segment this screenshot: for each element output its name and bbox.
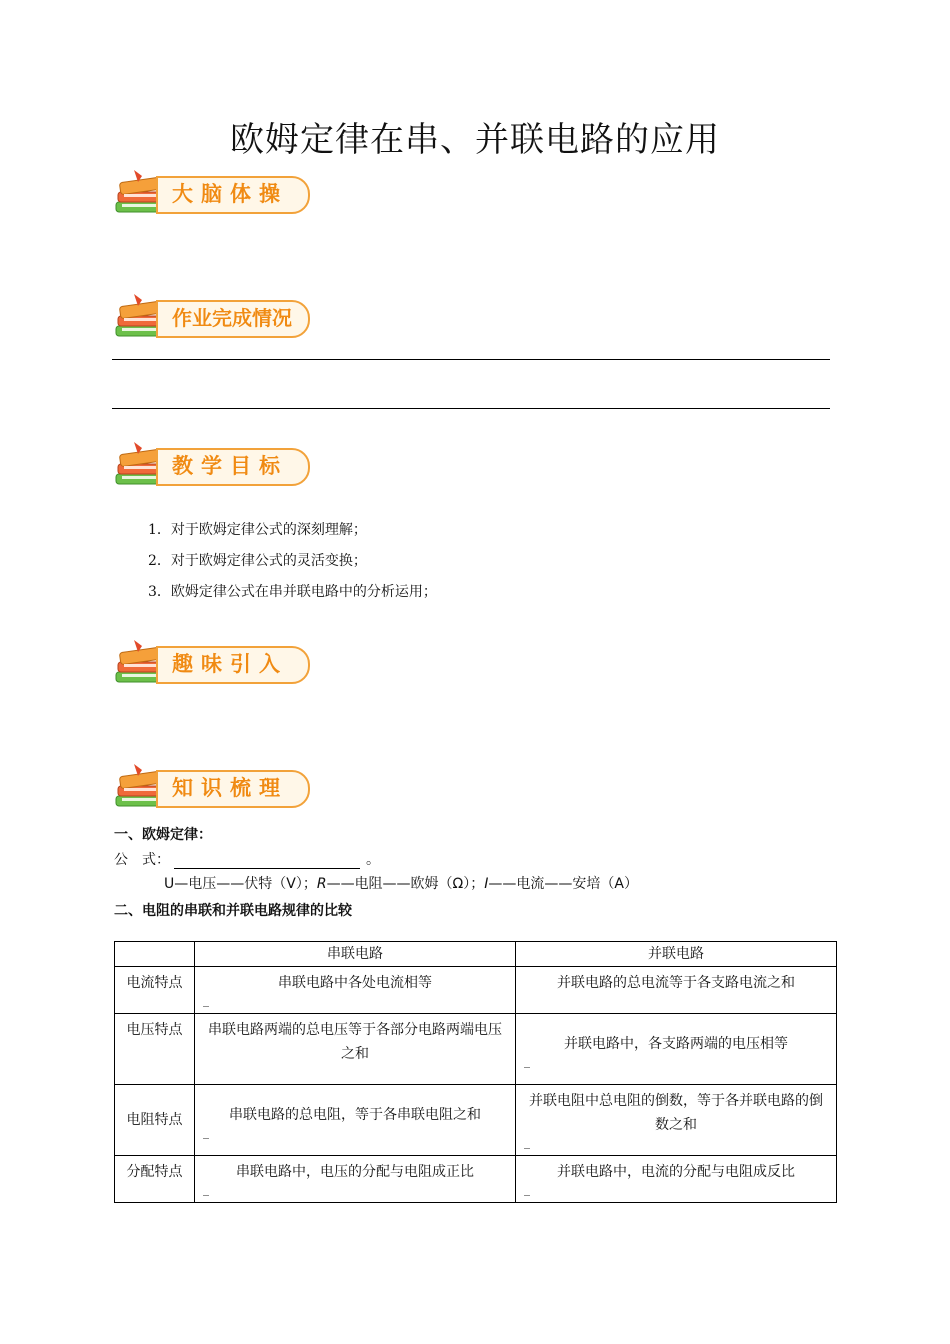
parallel-cell <box>516 967 837 1014</box>
comparison-table <box>114 941 837 1203</box>
ohm-heading: 一、欧姆定律： <box>114 827 212 843</box>
table-header-cell: 串联电路 <box>195 942 516 967</box>
resistance-definition: ——电阻——欧姆（Ω）； <box>326 876 485 892</box>
table-row <box>115 1156 837 1203</box>
series-cell <box>195 1085 516 1156</box>
cell-text: 串联电路中各处电流相等 <box>278 975 432 991</box>
compare-heading: 二、电阻的串联和并联电路规律的比较 <box>114 903 352 919</box>
section-header-homework <box>112 290 312 346</box>
table-header-row <box>115 942 837 967</box>
section-title: 知识梳理 <box>172 776 288 800</box>
parallel-cell <box>516 1085 837 1156</box>
cell-text: 并联电路中，各支路两端的电压相等 <box>564 1036 788 1052</box>
section-title: 教学目标 <box>172 454 288 478</box>
table-row <box>115 967 837 1014</box>
answer-mark: _ <box>524 1182 530 1196</box>
row-label: 电阻特点 <box>115 1085 195 1156</box>
series-cell <box>195 967 516 1014</box>
current-symbol: I <box>484 876 489 892</box>
row-label: 分配特点 <box>115 1156 195 1203</box>
section-title: 趣味引入 <box>172 652 288 676</box>
section-header-brain <box>112 166 312 222</box>
section-title: 大脑体操 <box>172 182 288 206</box>
formula-end: 。 <box>366 852 380 868</box>
current-definition: ——电流——安培（A） <box>488 876 638 892</box>
answer-mark: _ <box>203 1125 209 1139</box>
answer-line <box>112 408 830 409</box>
table-header-cell: 并联电路 <box>516 942 837 967</box>
cell-text: 串联电路两端的总电压等于各部分电路两端电压之和 <box>208 1022 502 1062</box>
unit-definitions <box>164 873 638 893</box>
answer-mark: _ <box>203 1182 209 1196</box>
cell-text: 串联电路的总电阻，等于各串联电阻之和 <box>229 1107 481 1123</box>
cell-text: 串联电路中，电压的分配与电阻成正比 <box>236 1164 474 1180</box>
table-row <box>115 1014 837 1085</box>
goal-item: 1．对于欧姆定律公式的深刻理解； <box>148 522 367 538</box>
voltage-definition: U—电压——伏特（V）； <box>164 876 317 892</box>
resistance-symbol: R <box>316 876 327 892</box>
cell-text: 并联电路中，电流的分配与电阻成反比 <box>557 1164 795 1180</box>
series-cell <box>195 1014 516 1085</box>
section-header-knowledge <box>112 760 312 816</box>
formula-label: 公 式： <box>114 852 170 868</box>
answer-mark: _ <box>524 1135 530 1149</box>
section-header-goals <box>112 438 312 494</box>
formula-blank <box>174 854 360 869</box>
answer-mark: _ <box>203 993 209 1007</box>
goal-item: 2．对于欧姆定律公式的灵活变换； <box>148 553 367 569</box>
cell-text: 并联电路的总电流等于各支路电流之和 <box>557 975 795 991</box>
section-header-intro <box>112 636 312 692</box>
parallel-cell <box>516 1156 837 1203</box>
parallel-cell <box>516 1014 837 1085</box>
formula-line <box>114 849 380 869</box>
table-header-cell <box>115 942 195 967</box>
answer-mark: _ <box>524 1054 530 1068</box>
row-label: 电流特点 <box>115 967 195 1014</box>
page-title: 欧姆定律在串、并联电路的应用 <box>230 120 720 160</box>
row-label: 电压特点 <box>115 1014 195 1085</box>
cell-text: 并联电阻中总电阻的倒数，等于各并联电路的倒数之和 <box>529 1093 823 1133</box>
section-title: 作业完成情况 <box>172 306 292 330</box>
series-cell <box>195 1156 516 1203</box>
table-row <box>115 1085 837 1156</box>
goal-item: 3．欧姆定律公式在串并联电路中的分析运用； <box>148 584 437 600</box>
answer-line <box>112 359 830 360</box>
